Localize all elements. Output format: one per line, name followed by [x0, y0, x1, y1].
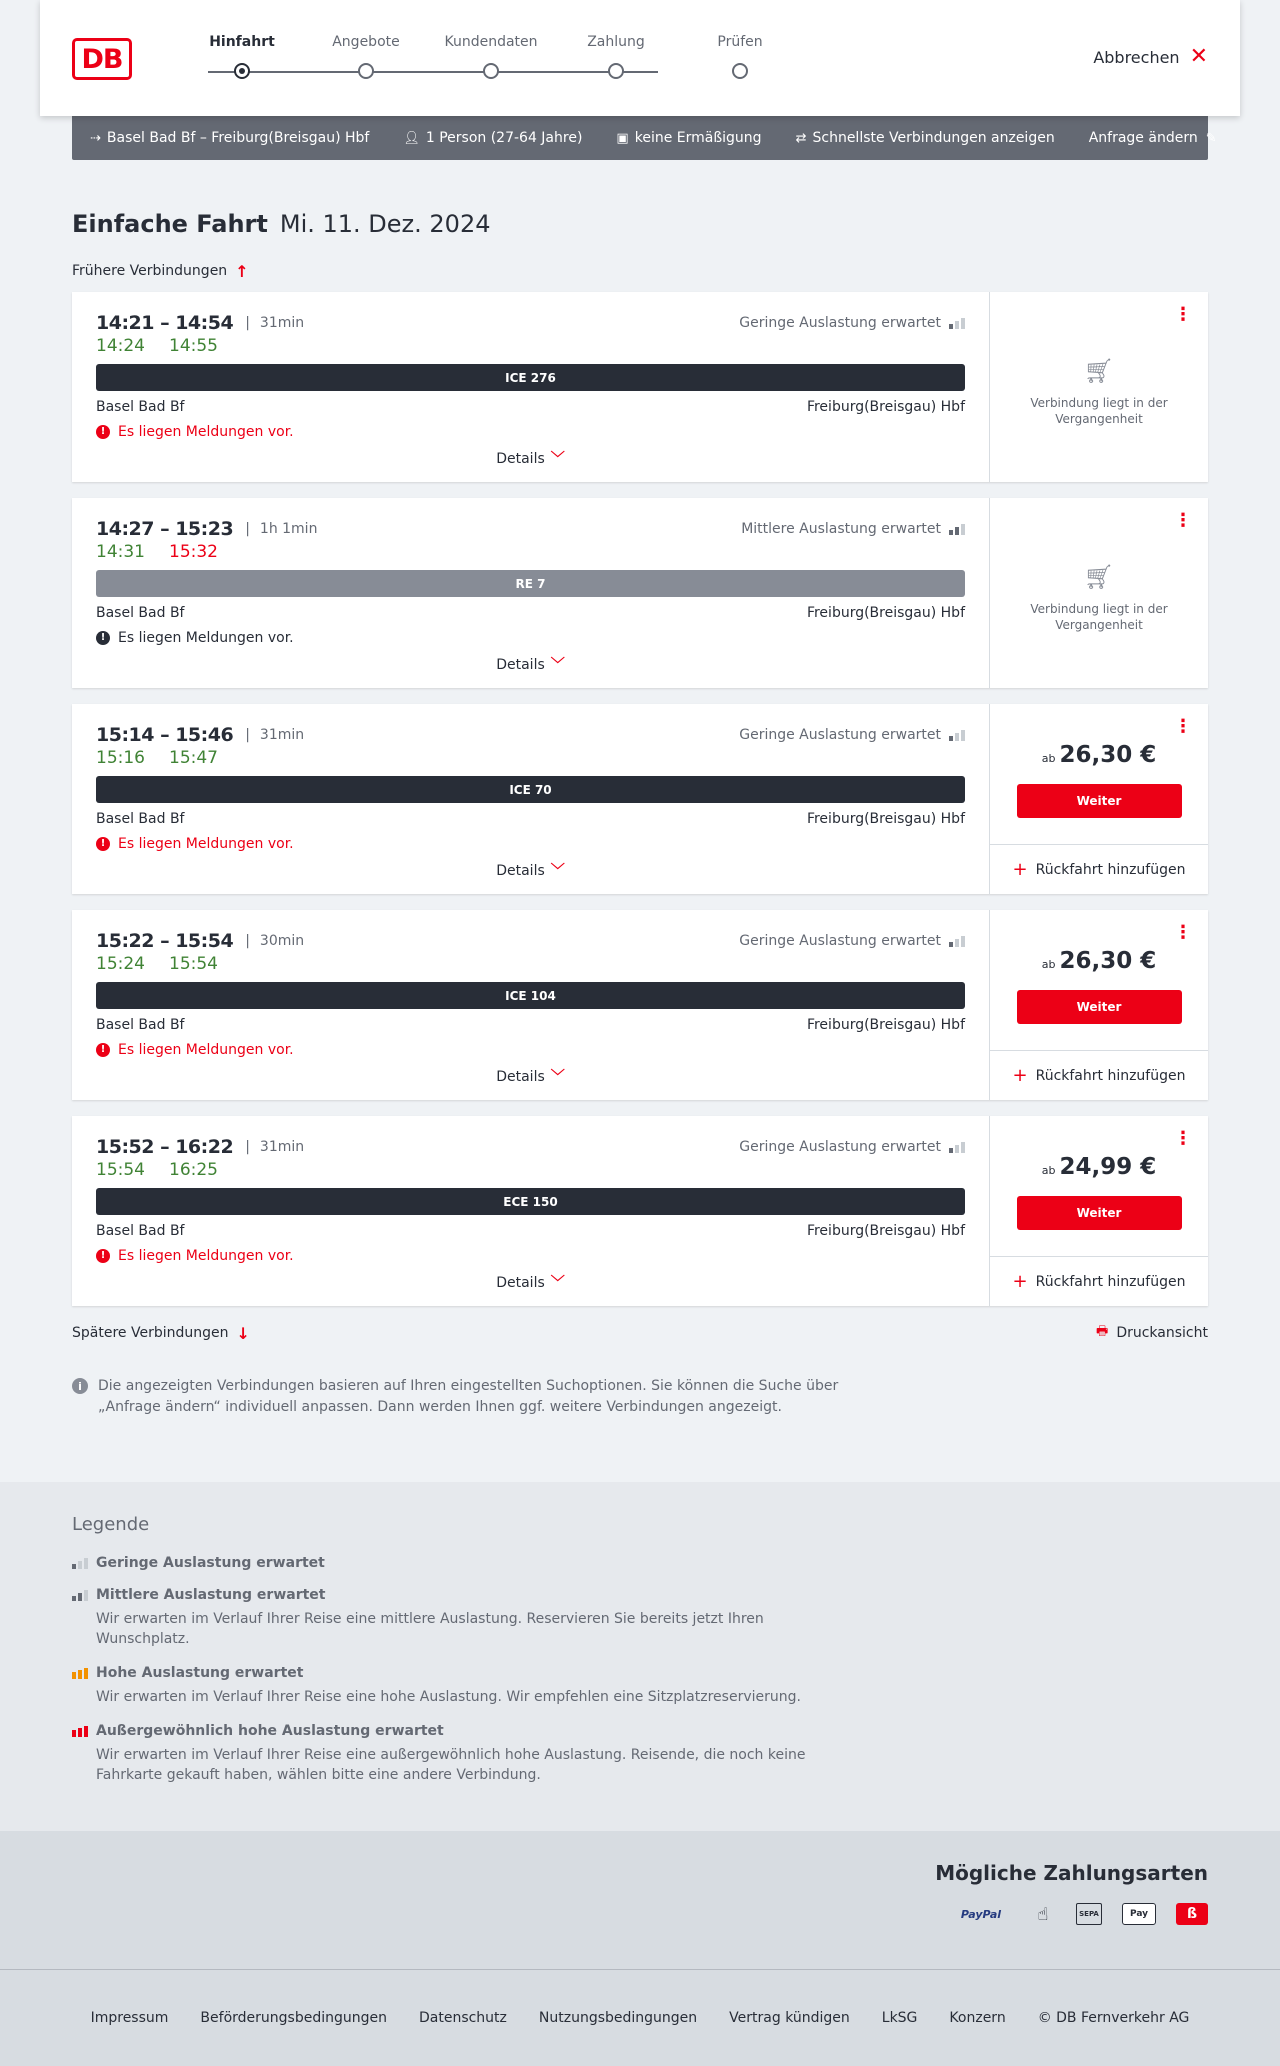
search-info-text: Die angezeigten Verbindungen basieren auf Ihren eingestellten Suchoptionen. Sie können die Suche über „Anfrage ändern“ individuell anpassen. Dann werden Ihnen ggf. weitere Verbindungen angezeigt.	[98, 1378, 839, 1415]
realtime-arrival: 15:54	[169, 954, 218, 974]
more-options-icon[interactable]: ⋮	[1174, 922, 1192, 943]
add-return-trip-label: Rückfahrt hinzufügen	[1035, 1273, 1186, 1290]
legend-item-low	[72, 1555, 1208, 1571]
details-label: Details	[496, 1275, 545, 1291]
connection-message-text: Es liegen Meldungen vor.	[118, 630, 294, 646]
pencil-icon: ✎	[1205, 130, 1217, 146]
step-dot-icon	[358, 63, 374, 79]
footer-link-impressum[interactable]: Impressum	[90, 2010, 169, 2026]
connection-info	[72, 1116, 990, 1306]
realtime-row	[96, 1160, 965, 1182]
connection-info	[72, 910, 990, 1100]
details-toggle[interactable]	[72, 860, 989, 880]
earlier-connections-link[interactable]	[72, 260, 1208, 282]
connection-card	[72, 1116, 1208, 1306]
payment-icons	[72, 1903, 1208, 1925]
connection-message-text: Es liegen Meldungen vor.	[118, 1042, 294, 1058]
train-bar[interactable]: ECE 150	[96, 1188, 965, 1215]
load-icon	[949, 523, 965, 535]
step-dot-icon	[483, 63, 499, 79]
later-connections-label: Spätere Verbindungen	[72, 1325, 229, 1341]
past-connection-text: Verbindung liegt in der Vergangenheit	[1030, 602, 1168, 632]
load-indicator	[739, 727, 965, 743]
footer-link-nutzungsbedingungen[interactable]: Nutzungsbedingungen	[538, 2010, 698, 2026]
step-angebote	[306, 34, 426, 54]
summary-discount	[616, 130, 761, 146]
step-zahlung	[556, 34, 676, 54]
connection-times: 15:14 – 15:46	[96, 724, 234, 746]
more-options-icon[interactable]: ⋮	[1174, 510, 1192, 531]
add-return-trip-button[interactable]	[990, 1051, 1208, 1100]
train-bar[interactable]: ICE 104	[96, 982, 965, 1009]
change-request-label: Anfrage ändern	[1088, 130, 1198, 146]
step-kundendaten	[431, 34, 551, 54]
load-icon	[949, 935, 965, 947]
details-label: Details	[496, 451, 545, 467]
load-medium-icon	[72, 1589, 88, 1601]
connection-duration: 1h 1min	[259, 521, 318, 537]
offer-panel	[990, 292, 1208, 482]
search-summary-bar	[72, 116, 1217, 160]
price-prefix: ab	[1041, 752, 1056, 765]
realtime-departure: 14:24	[96, 336, 145, 356]
page-title: Einfache Fahrt	[72, 210, 268, 238]
plus-icon: +	[1012, 859, 1028, 880]
db-bonus-icon: ß	[1176, 1903, 1208, 1925]
step-label: Zahlung	[587, 34, 645, 50]
legend-item-medium	[72, 1587, 1208, 1649]
add-return-trip-button[interactable]	[990, 845, 1208, 894]
connection-info	[72, 498, 990, 688]
travel-date: Mi. 11. Dez. 2024	[279, 210, 491, 238]
offer-panel	[990, 704, 1208, 894]
past-connection-text: Verbindung liegt in der Vergangenheit	[1030, 396, 1168, 426]
realtime-departure: 15:54	[96, 1160, 145, 1180]
footer-link-befoerderungsbedingungen[interactable]: Beförderungsbedingungen	[200, 2010, 387, 2026]
continue-button[interactable]: Weiter	[1017, 1196, 1182, 1230]
summary-discount-text: keine Ermäßigung	[634, 130, 762, 146]
realtime-departure: 15:16	[96, 748, 145, 768]
legend-item-desc: Wir erwarten im Verlauf Ihrer Reise eine hohe Auslastung. Wir empfehlen eine Sitzplatzreservierung.	[96, 1689, 801, 1705]
summary-route-text: Basel Bad Bf – Freiburg(Breisgau) Hbf	[106, 130, 370, 146]
load-icon	[949, 729, 965, 741]
load-indicator	[741, 521, 965, 537]
header	[40, 0, 1240, 116]
cart-unavailable-icon: 🛒︎	[1083, 357, 1115, 385]
continue-button[interactable]: Weiter	[1017, 990, 1182, 1024]
summary-route	[90, 130, 369, 146]
connection-card	[72, 498, 1208, 688]
destination-station: Freiburg(Breisgau) Hbf	[806, 399, 965, 415]
load-text: Geringe Auslastung erwartet	[739, 727, 941, 743]
load-icon	[949, 1141, 965, 1153]
alert-icon	[96, 837, 110, 851]
realtime-row	[96, 954, 965, 976]
origin-station: Basel Bad Bf	[96, 811, 185, 827]
destination-station: Freiburg(Breisgau) Hbf	[806, 1223, 965, 1239]
stepper-line	[208, 71, 658, 73]
stations	[96, 1017, 965, 1035]
legend-item-high	[72, 1665, 1208, 1707]
load-low-icon	[72, 1557, 88, 1569]
separator: |	[245, 315, 250, 331]
credit-card-hand-icon: ☝︎	[1037, 1903, 1049, 1925]
summary-passengers	[403, 130, 582, 146]
separator: |	[245, 521, 250, 537]
realtime-arrival: 16:25	[169, 1160, 218, 1180]
step-label: Kundendaten	[444, 34, 538, 50]
stations	[96, 811, 965, 829]
connection-duration: 31min	[259, 727, 305, 743]
legend-item-extreme	[72, 1723, 1208, 1785]
cart-unavailable-icon: 🛒︎	[1083, 563, 1115, 591]
connection-card	[72, 704, 1208, 894]
destination-station: Freiburg(Breisgau) Hbf	[806, 811, 965, 827]
info-icon: i	[72, 1378, 88, 1394]
separator: |	[245, 1139, 250, 1155]
separator: |	[245, 727, 250, 743]
abort-button[interactable]	[1093, 46, 1208, 68]
realtime-arrival: 15:47	[169, 748, 218, 768]
price-amount: 26,30 €	[1059, 948, 1157, 974]
load-text: Geringe Auslastung erwartet	[739, 315, 941, 331]
details-toggle[interactable]	[72, 448, 989, 468]
price	[1042, 948, 1157, 974]
add-return-trip-label: Rückfahrt hinzufügen	[1035, 861, 1186, 878]
legend-item-title: Außergewöhnlich hohe Auslastung erwartet	[96, 1723, 444, 1739]
load-indicator	[739, 315, 965, 331]
step-label: Prüfen	[717, 34, 763, 50]
load-text: Geringe Auslastung erwartet	[739, 933, 941, 949]
details-label: Details	[496, 657, 545, 673]
price-prefix: ab	[1041, 958, 1056, 971]
footer	[0, 1969, 1280, 2066]
more-options-icon[interactable]: ⋮	[1174, 1128, 1192, 1149]
more-options-icon[interactable]: ⋮	[1174, 716, 1192, 737]
footer-copyright: © DB Fernverkehr AG	[1037, 2010, 1190, 2026]
alert-icon	[96, 425, 110, 439]
destination-station: Freiburg(Breisgau) Hbf	[806, 1017, 965, 1033]
price-amount: 26,30 €	[1059, 742, 1157, 768]
stations	[96, 1223, 965, 1241]
plus-icon: +	[1012, 1271, 1028, 1292]
summary-fastest	[796, 130, 1055, 146]
origin-station: Basel Bad Bf	[96, 1017, 185, 1033]
legend-item-desc: Wir erwarten im Verlauf Ihrer Reise eine außergewöhnlich hohe Auslastung. Reisende, die noch keine Fahrkarte gekauft haben, wählen bitte eine andere Verbindung.	[96, 1747, 806, 1783]
summary-passengers-text: 1 Person (27-64 Jahre)	[425, 130, 583, 146]
page-title-row	[72, 210, 1208, 238]
step-label: Hinfahrt	[209, 34, 275, 50]
connection-duration: 31min	[259, 315, 305, 331]
connection-card	[72, 292, 1208, 482]
payment-methods-section	[0, 1831, 1280, 1969]
train-bar[interactable]: RE 7	[96, 570, 965, 597]
footer-link-lksg[interactable]: LkSG	[881, 2010, 918, 2026]
sliders-icon: ⇄	[795, 130, 807, 146]
connection-message-text: Es liegen Meldungen vor.	[118, 836, 294, 852]
stations	[96, 605, 965, 623]
offer-panel	[990, 910, 1208, 1100]
later-row	[72, 1322, 1208, 1344]
realtime-row	[96, 748, 965, 770]
connection-message-text: Es liegen Meldungen vor.	[118, 1248, 294, 1264]
legend-item-title: Geringe Auslastung erwartet	[96, 1555, 325, 1571]
destination-station: Freiburg(Breisgau) Hbf	[806, 605, 965, 621]
arrow-right-icon: ⇢	[90, 130, 101, 146]
legend-item-desc: Wir erwarten im Verlauf Ihrer Reise eine mittlere Auslastung. Reservieren Sie bereits jetzt Ihren Wunschplatz.	[96, 1611, 764, 1647]
connection-duration: 30min	[259, 933, 305, 949]
add-return-trip-button[interactable]	[990, 1257, 1208, 1306]
printer-icon: 🖶︎	[1096, 1324, 1109, 1339]
add-return-trip-label: Rückfahrt hinzufügen	[1035, 1067, 1186, 1084]
apple-pay-icon: Pay	[1122, 1903, 1156, 1925]
connection-message	[96, 629, 965, 647]
main-content	[72, 210, 1208, 1418]
realtime-row	[96, 542, 965, 564]
alert-icon	[96, 1043, 110, 1057]
legend-section	[0, 1482, 1280, 1831]
origin-station: Basel Bad Bf	[96, 605, 185, 621]
connection-message	[96, 423, 965, 441]
legend-item-title: Hohe Auslastung erwartet	[96, 1665, 304, 1681]
separator: |	[245, 933, 250, 949]
footer-link-vertrag-kuendigen[interactable]: Vertrag kündigen	[729, 2010, 850, 2026]
db-logo[interactable]: DB	[72, 38, 132, 80]
plus-icon: +	[1012, 1065, 1028, 1086]
step-dot-icon	[234, 63, 250, 79]
person-icon: 👤︎	[403, 130, 420, 146]
arrow-down-icon: ↓	[236, 1323, 250, 1343]
step-pruefen	[680, 34, 800, 54]
step-label: Angebote	[332, 34, 400, 50]
alert-icon	[96, 631, 110, 645]
stations	[96, 399, 965, 417]
paypal-icon: PayPal	[960, 1907, 1002, 1921]
footer-link-datenschutz[interactable]: Datenschutz	[418, 2010, 507, 2026]
change-request-button[interactable]	[1089, 130, 1217, 146]
origin-station: Basel Bad Bf	[96, 1223, 185, 1239]
connection-info	[72, 292, 990, 482]
price	[1042, 1154, 1157, 1180]
continue-button[interactable]: Weiter	[1017, 784, 1182, 818]
price-prefix: ab	[1041, 1164, 1056, 1177]
train-bar[interactable]: ICE 70	[96, 776, 965, 803]
summary-fastest-text: Schnellste Verbindungen anzeigen	[812, 130, 1055, 146]
footer-link-konzern[interactable]: Konzern	[949, 2010, 1006, 2026]
later-connections-link[interactable]	[72, 1324, 250, 1343]
load-indicator	[739, 1139, 965, 1155]
realtime-row	[96, 336, 965, 358]
train-bar[interactable]: ICE 276	[96, 364, 965, 391]
connection-card	[72, 910, 1208, 1100]
more-options-icon[interactable]: ⋮	[1174, 304, 1192, 325]
chevron-down-icon: ﹀	[550, 1275, 565, 1291]
connection-times: 15:52 – 16:22	[96, 1136, 234, 1158]
print-view-label: Druckansicht	[1116, 1325, 1208, 1341]
load-text: Mittlere Auslastung erwartet	[741, 521, 941, 537]
alert-icon	[96, 1249, 110, 1263]
payment-title: Mögliche Zahlungsarten	[935, 1861, 1208, 1885]
chevron-down-icon: ﹀	[550, 451, 565, 467]
load-text: Geringe Auslastung erwartet	[739, 1139, 941, 1155]
legend-title: Legende	[72, 1514, 150, 1535]
offer-panel	[990, 1116, 1208, 1306]
connection-times: 15:22 – 15:54	[96, 930, 234, 952]
realtime-departure: 14:31	[96, 542, 145, 562]
realtime-arrival: 14:55	[169, 336, 218, 356]
step-hinfahrt	[182, 34, 302, 54]
connection-times: 14:27 – 15:23	[96, 518, 234, 540]
sepa-icon: SEPA	[1076, 1903, 1102, 1925]
connection-info	[72, 704, 990, 894]
connection-message	[96, 1041, 965, 1059]
earlier-connections-label: Frühere Verbindungen	[72, 263, 228, 279]
chevron-down-icon: ﹀	[550, 1069, 565, 1085]
connection-message-text: Es liegen Meldungen vor.	[118, 424, 294, 440]
abort-label: Abbrechen	[1093, 47, 1180, 67]
price	[1042, 742, 1157, 768]
legend-item-title: Mittlere Auslastung erwartet	[96, 1587, 326, 1603]
booking-stepper	[182, 34, 763, 84]
load-indicator	[739, 933, 965, 949]
step-dot-icon	[732, 63, 748, 79]
chevron-down-icon: ﹀	[550, 657, 565, 673]
details-toggle[interactable]	[72, 654, 989, 674]
step-dot-icon	[608, 63, 624, 79]
connection-duration: 31min	[259, 1139, 305, 1155]
origin-station: Basel Bad Bf	[96, 399, 185, 415]
load-extreme-icon	[72, 1725, 88, 1737]
connection-message	[96, 1247, 965, 1265]
connection-message	[96, 835, 965, 853]
details-label: Details	[496, 863, 545, 879]
arrow-up-icon: ↑	[235, 261, 249, 281]
realtime-arrival: 15:32	[169, 542, 218, 562]
load-icon	[949, 317, 965, 329]
offer-panel	[990, 498, 1208, 688]
bahncard-icon: ▣	[616, 130, 629, 146]
close-icon: ✕	[1189, 44, 1208, 69]
details-toggle[interactable]	[72, 1066, 989, 1086]
realtime-departure: 15:24	[96, 954, 145, 974]
details-label: Details	[496, 1069, 545, 1085]
chevron-down-icon: ﹀	[550, 863, 565, 879]
connection-list	[72, 292, 1208, 1306]
load-high-icon	[72, 1667, 88, 1679]
details-toggle[interactable]	[72, 1272, 989, 1292]
price-amount: 24,99 €	[1059, 1154, 1157, 1180]
connection-times: 14:21 – 14:54	[96, 312, 234, 334]
search-info-note	[72, 1376, 862, 1418]
print-view-link[interactable]	[1096, 1322, 1208, 1344]
